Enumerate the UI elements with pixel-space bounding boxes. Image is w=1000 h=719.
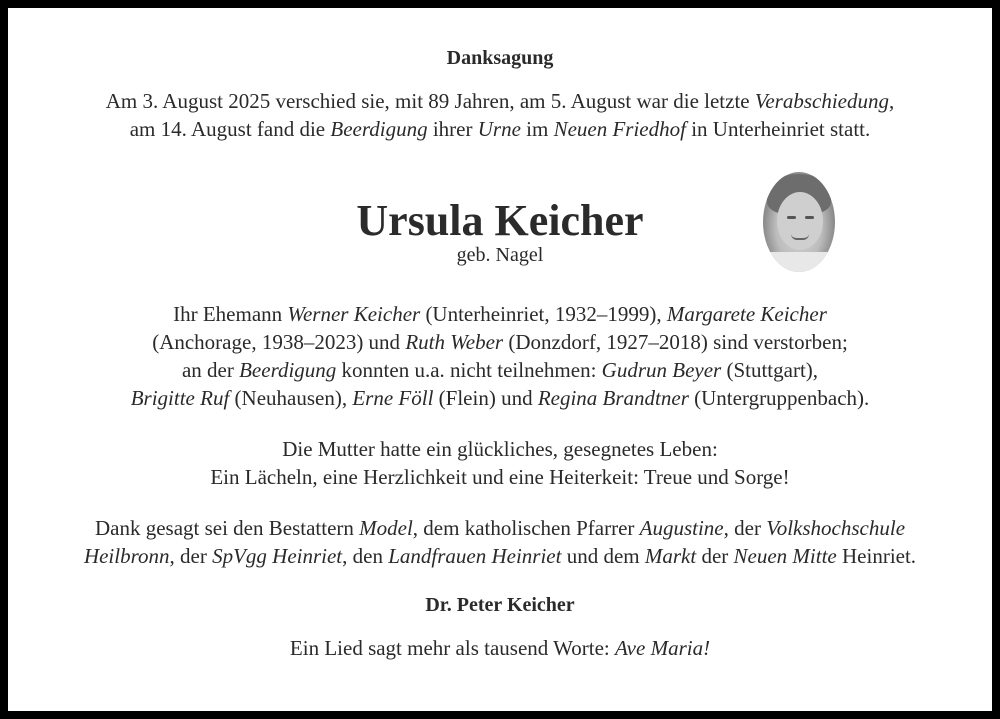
text-line: Ein Lächeln, eine Herzlichkeit und eine Heiterkeit: Treue und Sorge! bbox=[210, 465, 790, 489]
text-line: (Anchorage, 1938–2023) und Ruth Weber (Donzdorf, 1927–2018) sind verstorben; bbox=[152, 330, 848, 354]
maiden-name: geb. Nagel bbox=[456, 244, 544, 266]
closing-line: Ein Lied sagt mehr als tausend Worte: Ave Maria! bbox=[289, 636, 711, 660]
text-line: Am 3. August 2025 verschied sie, mit 89 Jahren, am 5. August war die letzte Verabschiedung, bbox=[105, 89, 895, 113]
text-line: Dank gesagt sei den Bestattern Model, dem katholischen Pfarrer Augustine, der Volkshochschule bbox=[94, 516, 906, 540]
signature: Dr. Peter Keicher bbox=[425, 594, 575, 616]
text-line: Heilbronn, der SpVgg Heinriet, den Landfrauen Heinriet und dem Markt der Neuen Mitte Heinriet. bbox=[83, 544, 917, 568]
deceased-name: Ursula Keicher bbox=[356, 196, 644, 245]
text-line: Brigitte Ruf (Neuhausen), Erne Föll (Flein) und Regina Brandtner (Untergruppenbach). bbox=[130, 386, 870, 410]
text-line: am 14. August fand die Beerdigung ihrer Urne im Neuen Friedhof in Unterheinriet statt. bbox=[129, 117, 871, 141]
text-line: Ihr Ehemann Werner Keicher (Unterheinriet, 1932–1999), Margarete Keicher bbox=[173, 302, 827, 326]
obituary-notice bbox=[8, 8, 992, 711]
text-line: an der Beerdigung konnten u.a. nicht teilnehmen: Gudrun Beyer (Stuttgart), bbox=[181, 358, 819, 382]
notice-heading: Danksagung bbox=[446, 47, 554, 69]
portrait-photo bbox=[763, 172, 835, 272]
text-line: Die Mutter hatte ein glückliches, gesegnetes Leben: bbox=[282, 437, 718, 461]
